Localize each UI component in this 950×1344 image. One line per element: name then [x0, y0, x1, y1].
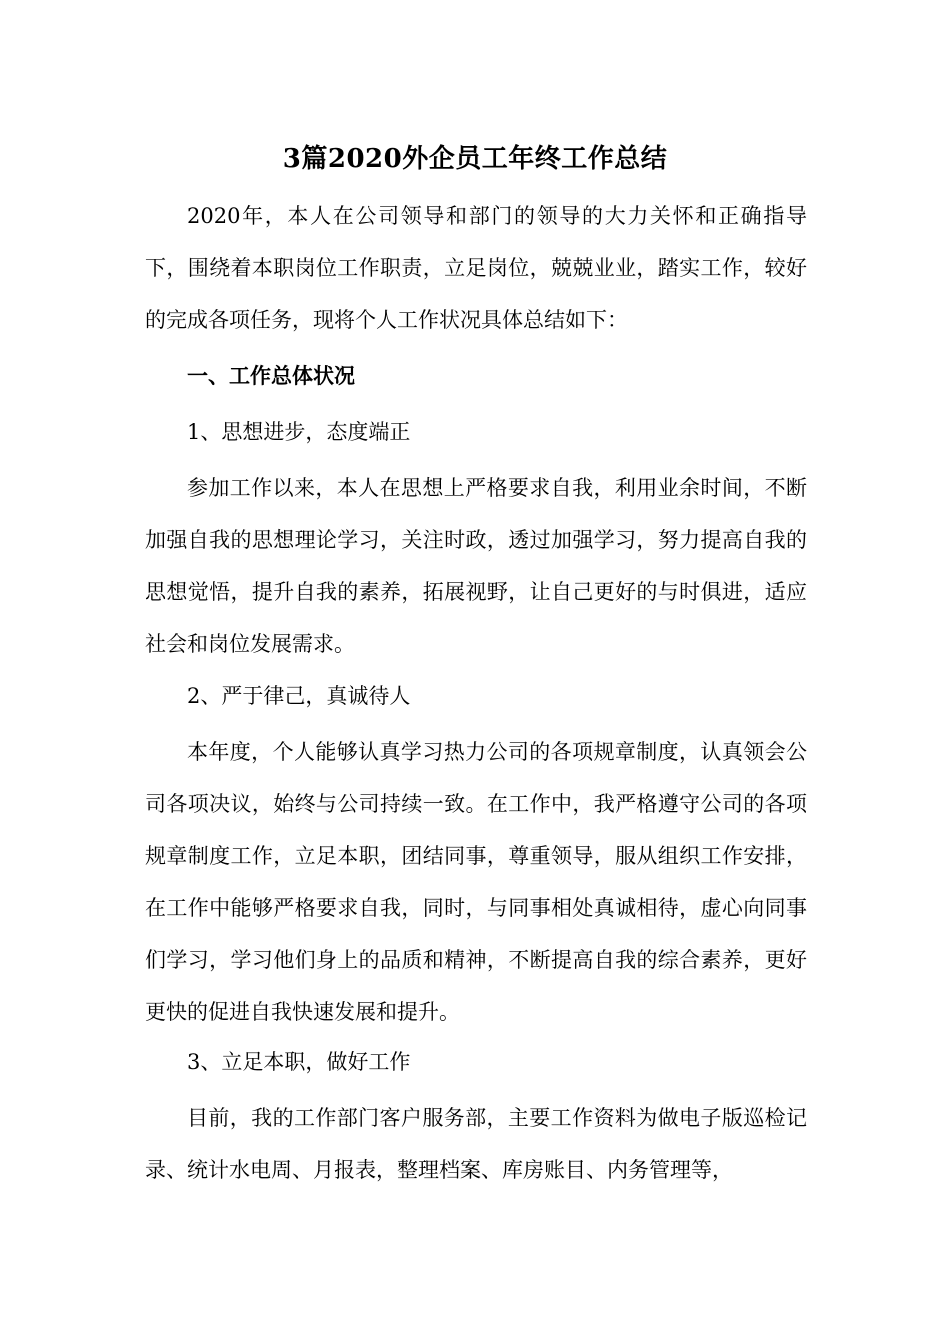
document-title: 3篇2020外企员工年终工作总结	[282, 144, 668, 174]
subheading-2: 2、严于律己，真诚待人	[187, 684, 411, 708]
subheading-3: 3、立足本职，做好工作	[187, 1050, 411, 1074]
paragraph-1: 参加工作以来，本人在思想上严格要求自我，利用业余时间，不断加强自我的思想理论学习，关注时政，透过加强学习，努力提高自我的思想觉悟，提升自我的素养，拓展视野，让自己更好的与时俱进，适应社会和岗位发展需求。	[145, 476, 807, 656]
section-heading-1: 一、工作总体状况	[187, 363, 355, 388]
paragraph-2: 本年度，个人能够认真学习热力公司的各项规章制度，认真领会公司各项决议，始终与公司持续一致。在工作中，我严格遵守公司的各项规章制度工作，立足本职，团结同事，尊重领导，服从组织工作安排，在工作中能够严格要求自我，同时，与同事相处真诚相待，虚心向同事们学习，学习他们身上的品质和精神，不断提高自我的综合素养，更好更快的促进自我快速发展和提升。	[145, 740, 807, 1024]
intro-paragraph: 2020年，本人在公司领导和部门的领导的大力关怀和正确指导下，围绕着本职岗位工作职责，立足岗位，兢兢业业，踏实工作，较好的完成各项任务，现将个人工作状况具体总结如下：	[145, 204, 807, 332]
paragraph-3: 目前，我的工作部门客户服务部，主要工作资料为做电子版巡检记录、统计水电周、月报表，整理档案、库房账目、内务管理等，	[145, 1106, 807, 1182]
subheading-1: 1、思想进步，态度端正	[187, 420, 411, 444]
